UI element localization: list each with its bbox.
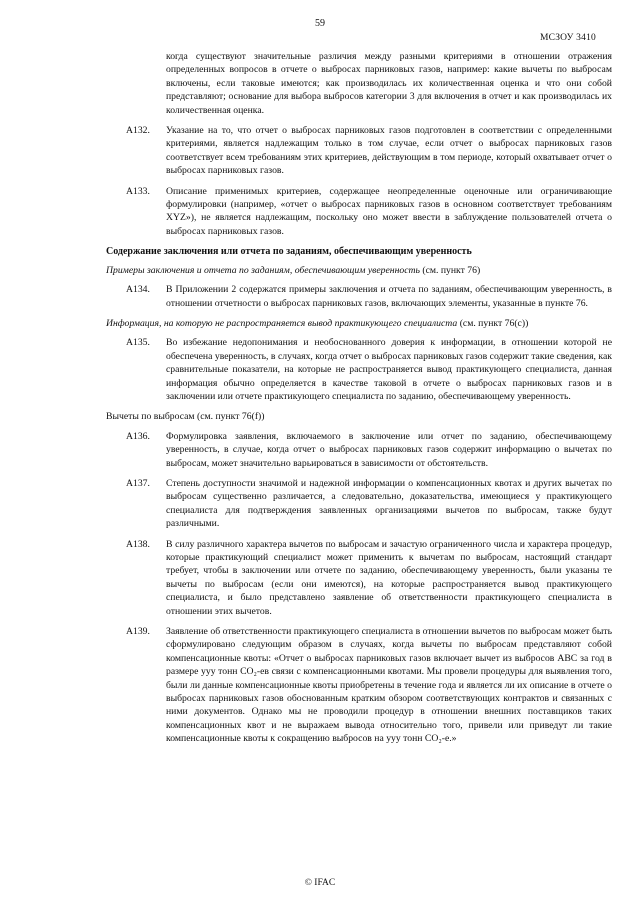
subheading-text: Вычеты по выбросам (см. пункт 76(f)): [106, 411, 265, 423]
paragraph-number: A137.: [126, 477, 150, 489]
paragraph-text: В силу различного характера вычетов по выбросам и зачастую ограниченного числа и характера процедур, которые практикующий специалист может применить к вычетам по выбросам, настоящий стандарт требует, чтобы в заключении или отчете по заданию, обеспечивающему уверенность, были указаны те вычеты по выбросам (если они имеются), на которые распространяется вывод практикующего специалиста, и было представлено заявление об ответственности практикующего специалиста в отношении этих вычетов.: [166, 538, 612, 617]
paragraph-text: Во избежание недопонимания и необоснованного доверия к информации, в отношении которой не обеспечена уверенность, в случаях, когда отчет о выбросах парниковых газов содержит такие сведения, как сравнительные показатели, на которые не распространяется вывод практикующего специалиста, данная информация обычно определяется в качестве таковой в отчете о выбросах парниковых газов и в заключении или отчете практикующего специалиста по заданию, обеспечивающему уверенность.: [166, 337, 612, 402]
paragraph-a133: [126, 185, 612, 239]
paragraph-a138: [126, 538, 612, 618]
paragraph-number: A135.: [126, 337, 150, 349]
paragraph-a135: [126, 336, 612, 403]
page-content: [106, 50, 612, 753]
paragraph-number: A138.: [126, 538, 150, 550]
subheading-italic: Информация, на которую не распространяется вывод практикующего специалиста: [106, 317, 458, 329]
paragraph-number: A132.: [126, 125, 150, 137]
subheading-examples: [106, 264, 612, 277]
paragraph-a132: [126, 124, 612, 178]
paragraph-text: В Приложении 2 содержатся примеры заключения и отчета по заданиям, обеспечивающим уверенность, в отношении отчетности о выбросах парниковых газов, включающих элементы, указанные в пункте 76.: [166, 284, 612, 309]
paragraph-text: Указание на то, что отчет о выбросах парниковых газов подготовлен в соответствии с определенными критериями, является надлежащим только в том случае, если отчет о выбросах парниковых газов соответствует всем требованиям этих критериев, действующим в том периоде, который охватывает отчет о выбросах парниковых газов.: [166, 125, 612, 177]
copyright-footer: © IFAC: [304, 878, 336, 888]
paragraph-a136: [126, 430, 612, 470]
subheading-italic: Примеры заключения и отчета по заданиям, обеспечивающим уверенность: [106, 264, 420, 276]
paragraph-number: A134.: [126, 284, 150, 296]
subheading-information: [106, 317, 612, 330]
paragraph-text: когда существуют значительные различия между разными критериями в отношении отражения определенных вопросов в отчете о выбросах парниковых газов, например: какие вычеты по выбросам включены, если таковые имеются; как производилась их количественная оценка и что они собой представляют; основание для выбора выбросов категории 3 для включения в отчет и как производилась их количественная оценка.: [166, 51, 612, 116]
paragraph-number: A139.: [126, 626, 150, 638]
paragraph-number: A133.: [126, 185, 150, 197]
subheading-emission-deductions: [106, 410, 612, 423]
paragraph-text: Заявление об ответственности практикующего специалиста в отношении вычетов по выбросам может быть сформулировано следующим образом в случаях, когда вычеты по выбросам представляют собой компенсационные квоты: «Отчет о выбросах парниковых газов включает вычет из выбросов ABC за год в размере ууу тонн CO₂-ев связи с компенсационными квотами. Мы провели процедуры для выявления того, были ли данные компенсационные квоты приобретены в течение года и является ли их описание в отчете о выбросах парниковых газов обоснованным кратким обзором соответствующих контрактов и связанных с ними документов. Однако мы не проводили процедур в отношении внешних поставщиков таких компенсационных квот и не выражаем вывода относительно того, привели или приведут ли такие компенсационные квоты к сокращению выбросов на ууу тонн CO₂-е.»: [166, 626, 612, 745]
subheading-reference: (см. пункт 76): [419, 264, 481, 276]
paragraph-continuation: [166, 50, 612, 117]
paragraph-text: Описание применимых критериев, содержащее неопределенные оценочные или ограничивающие формулировки (например, «отчет о выбросах парниковых газов в основном соответствует требованиям XYZ»), не является надлежащим, поскольку оно может ввести в заблуждение пользователей отчета о выбросах парниковых газов.: [166, 185, 612, 237]
paragraph-text: Формулировка заявления, включаемого в заключение или отчет по заданию, обеспечивающему уверенность, в случае, когда отчет о выбросах парниковых газов содержит информацию о вычетах по выбросам, может значительно варьироваться в зависимости от обстоятельств.: [166, 430, 612, 469]
paragraph-number: A136.: [126, 430, 150, 442]
paragraph-text: Степень доступности значимой и надежной информации о компенсационных квотах и других вычетах по выбросам существенно различается, а следовательно, доказательства, имеющиеся у практикующего специалиста для подтверждения заявленных организациями вычетов по выбросам, также будут различными.: [166, 477, 612, 530]
subheading-reference: (см. пункт 76(с)): [457, 317, 529, 329]
paragraph-a137: [126, 477, 612, 531]
section-heading: Содержание заключения или отчета по заданиям, обеспечивающим уверенность: [106, 246, 472, 258]
paragraph-a139: [126, 625, 612, 746]
page-number: 59: [315, 18, 325, 29]
paragraph-a134: [126, 283, 612, 310]
document-code: МСЗОУ 3410: [540, 33, 596, 43]
